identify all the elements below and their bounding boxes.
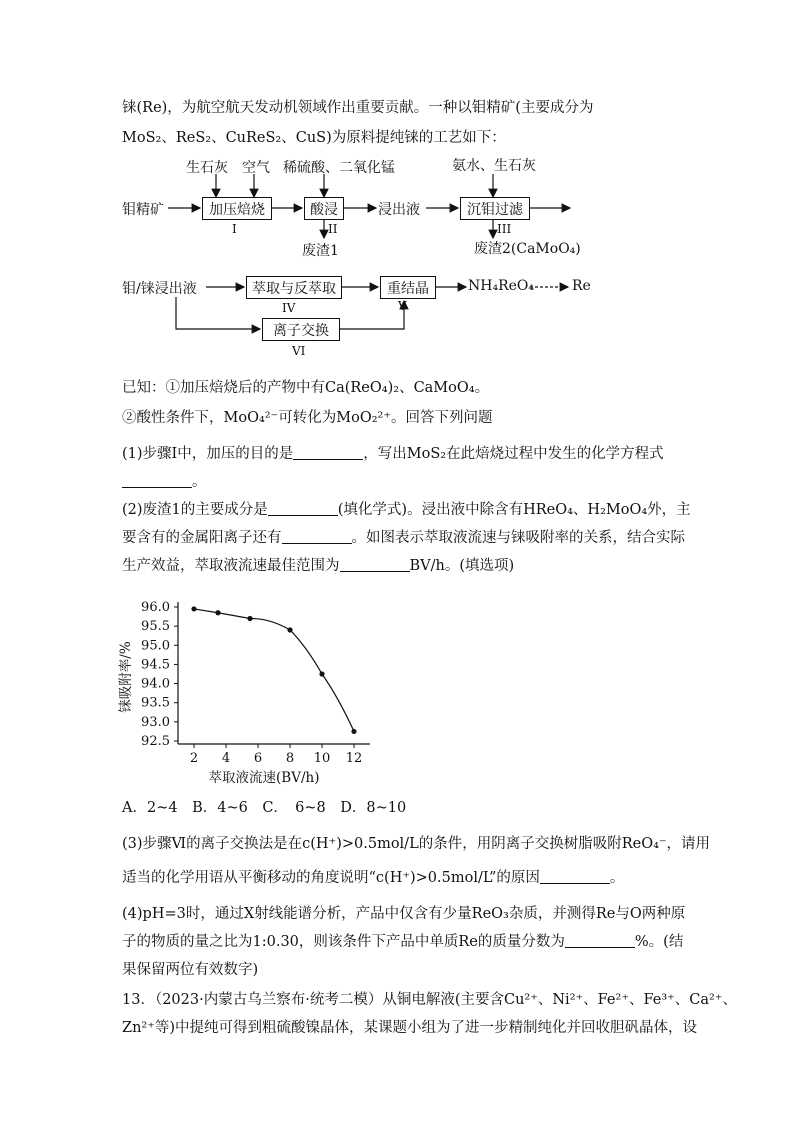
box-ion-exchange: 离子交换 (262, 318, 340, 341)
data-point (215, 610, 220, 615)
data-point (351, 729, 356, 734)
series-line (194, 609, 354, 732)
q3-line-1: (3)步骤Ⅵ的离子交换法是在c(H⁺)>0.5mol/L的条件，用阴离子交换树脂吸附ReO₄⁻，请用 (122, 836, 711, 852)
y-tick-label: 93.0 (141, 714, 170, 730)
y-tick-label: 94.0 (141, 676, 170, 692)
q1-text-a: (1)步骤Ⅰ中，加压的目的是 (122, 446, 294, 462)
q4-line-2 (122, 930, 683, 951)
q13-line-1: 13．（2023·内蒙古乌兰察布·统考二模）从铜电解液(主要含Cu²⁺、Ni²⁺、Fe²⁺、Fe³⁺、Ca²⁺、 (122, 992, 738, 1008)
step-label-3: III (497, 222, 512, 236)
q3-text-c: 。 (609, 870, 625, 886)
mo-re-leachate: 钼/铼浸出液 (122, 281, 197, 297)
x-tick-label: 4 (221, 751, 231, 766)
data-point (319, 671, 324, 676)
reagent-ammonia-quicklime: 氨水、生石灰 (452, 158, 536, 174)
box-extraction: 萃取与反萃取 (246, 276, 342, 299)
y-tick-label: 94.5 (141, 657, 170, 673)
y-axis-label: 铼吸附率/% (118, 641, 134, 713)
step-label-2: II (328, 222, 338, 236)
product-re: Re (572, 278, 591, 294)
intro-line-2: MoS₂、ReS₂、CuReS₂、CuS)为原料提纯铼的工艺如下： (122, 130, 506, 146)
raw-material: 钼精矿 (122, 202, 164, 218)
reagent-acid-mno2: 稀硫酸、二氧化锰 (283, 160, 395, 176)
x-tick-label: 6 (253, 751, 263, 766)
known-line-1: 已知：①加压焙烧后的产物中有Ca(ReO₄)₂、CaMoO₄。 (122, 380, 490, 396)
y-tick-label: 95.0 (141, 638, 170, 654)
y-tick-label: 96.0 (141, 600, 170, 615)
box-acid-leach: 酸浸 (304, 197, 344, 220)
waste-residue-2: 废渣2(CaMoO₄) (474, 241, 581, 257)
q2-text-c: 要含有的金属阳离子还有 (122, 530, 282, 546)
y-tick-label: 92.5 (141, 734, 170, 749)
q3-blank[interactable] (540, 869, 610, 885)
x-tick-label: 8 (285, 751, 295, 766)
q4-text-c: %。(结 (634, 934, 684, 950)
x-tick-label: 12 (345, 751, 363, 766)
y-tick-label: 95.5 (141, 619, 170, 635)
reagent-air: 空气 (242, 160, 270, 176)
data-point (191, 606, 196, 611)
data-point (247, 616, 252, 621)
q4-line-1: (4)pH=3时，通过X射线能谱分析，产品中仅含有少量ReO₃杂质，并测得Re与O两种原 (122, 906, 686, 922)
step-label-1: I (232, 222, 237, 236)
q1-text-b: ，写出MoS₂在此焙烧过程中发生的化学方程式 (363, 446, 664, 462)
q2-text-d: 。如图表示萃取液流速与铼吸附率的关系，结合实际 (351, 530, 685, 546)
intro-line-1: 铼(Re)，为航空航天发动机领域作出重要贡献。一种以钼精矿(主要成分为 (122, 100, 594, 116)
x-tick-label: 2 (189, 751, 199, 766)
q1-text-c: 。 (192, 474, 207, 490)
reagent-quicklime: 生石灰 (186, 160, 228, 176)
y-tick-label: 93.5 (141, 695, 170, 711)
step-label-5: V (398, 299, 407, 313)
q4-line-3: 果保留两位有效数字) (122, 962, 259, 978)
x-axis-label: 萃取液流速(BV/h) (208, 770, 320, 786)
product-nh4reo4: NH₄ReO₄ (468, 278, 534, 294)
known-line-2: ②酸性条件下，MoO₄²⁻可转化为MoO₂²⁺。回答下列问题 (122, 410, 493, 426)
q2-text-e: 生产效益，萃取液流速最佳范围为 (122, 558, 340, 574)
box-recrystallization: 重结晶 (380, 276, 436, 299)
x-tick-label: 10 (313, 751, 331, 766)
q2-options: A．2~4 B．4~6 C． 6~8 D．8~10 (122, 800, 407, 816)
box-pressure-roasting: 加压焙烧 (202, 197, 272, 220)
q4-blank[interactable] (565, 933, 635, 949)
step-label-4: IV (282, 301, 296, 315)
box-mo-precipitation: 沉钼过滤 (460, 197, 530, 220)
q2-text-f: BV/h。(填选项) (409, 558, 515, 574)
q4-text-b: 子的物质的量之比为1:0.30，则该条件下产品中单质Re的质量分数为 (122, 934, 565, 950)
q13-line-2: Zn²⁺等)中提纯可得到粗硫酸镍晶体，某课题小组为了进一步精制纯化并回收胆矾晶体，设 (122, 1020, 698, 1036)
q2-text-a: (2)废渣1的主要成分是 (122, 502, 268, 518)
step-label-6: VI (292, 344, 306, 358)
waste-residue-1: 废渣1 (302, 243, 339, 259)
leachate: 浸出液 (378, 202, 420, 218)
data-point (287, 627, 292, 632)
q3-line-2 (122, 866, 624, 887)
q2-text-b: (填化学式)。浸出液中除含有HReO₄、H₂MoO₄外，主 (337, 502, 691, 518)
q3-text-b: 适当的化学用语从平衡移动的角度说明“c(H⁺)>0.5mol/L”的原因 (122, 870, 540, 886)
